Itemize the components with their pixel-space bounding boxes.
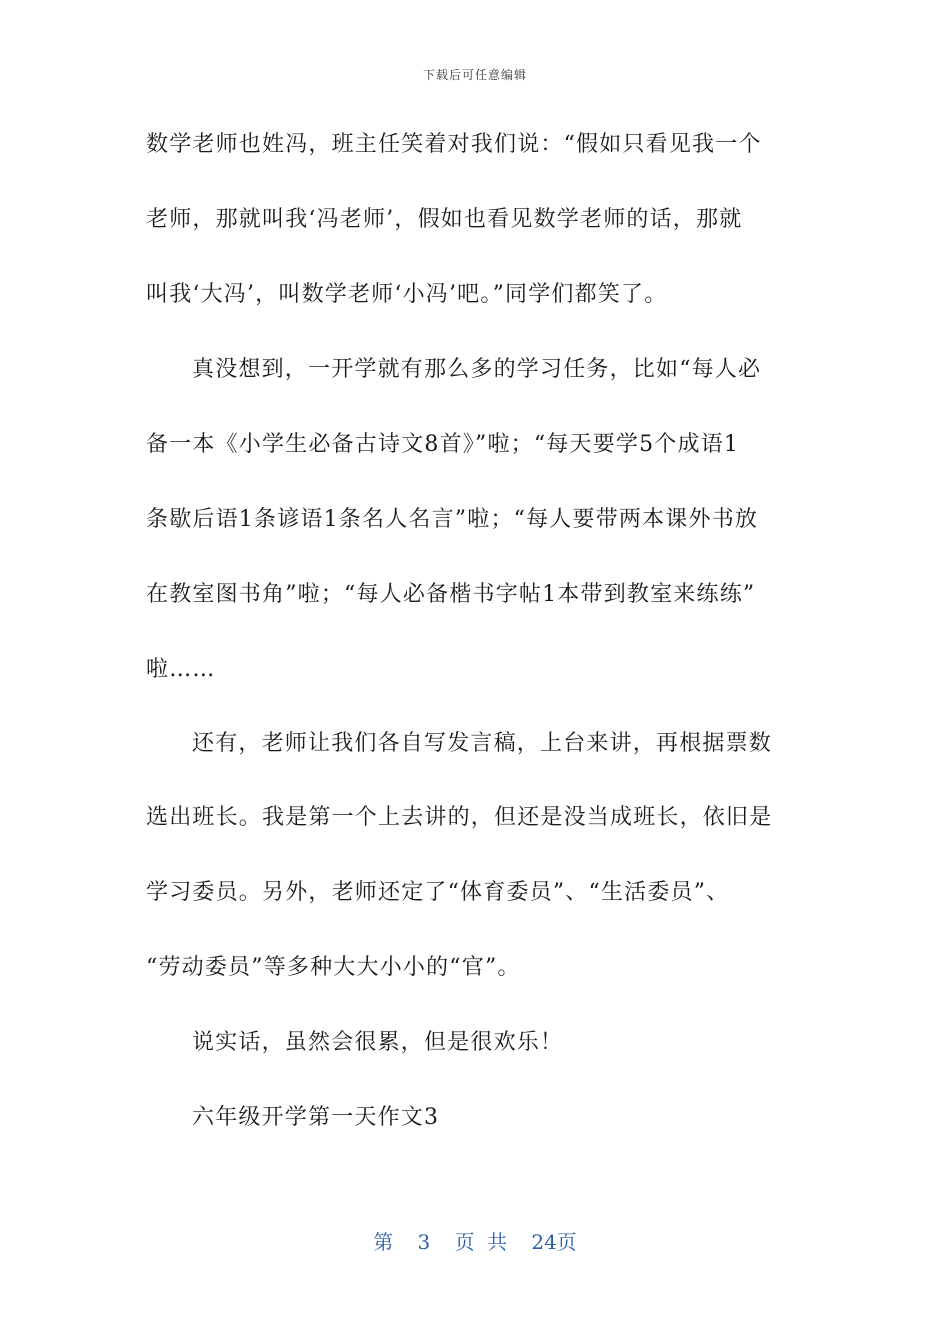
text-line: 叫我‘大冯’，叫数学老师‘小冯’吧。”同学们都笑了。 — [146, 282, 668, 307]
page-header: 下载后可任意编辑 — [422, 68, 527, 82]
page-footer — [0, 1226, 950, 1255]
text-line: 条歇后语1条谚语1条名人名言”啦；“每人要带两本课外书放 — [146, 507, 759, 532]
text-line: 学习委员。另外，老师还定了“体育委员”、“生活委员”、 — [146, 880, 730, 905]
paragraph-first-line: 还有，老师让我们各自写发言稿，上台来讲，再根据票数 — [192, 731, 773, 756]
text-line: 选出班长。我是第一个上去讲的，但还是没当成班长，依旧是 — [146, 805, 773, 830]
section-heading: 六年级开学第一天作文3 — [192, 1105, 440, 1130]
text-line: 啦…… — [146, 657, 216, 682]
footer-current-page: 3 — [417, 1230, 431, 1254]
text-line: “劳动委员”等多种大大小小的“官”。 — [146, 955, 521, 980]
paragraph-first-line: 真没想到，一开学就有那么多的学习任务，比如“每人必 — [192, 357, 762, 382]
text-line: 老师，那就叫我‘冯老师’，假如也看见数学老师的话，那就 — [146, 207, 743, 232]
footer-prefix: 第 — [373, 1230, 394, 1254]
footer-middle: 页 共 — [454, 1230, 507, 1254]
text-line: 在教室图书角”啦；“每人必备楷书字帖1本带到教室来练练” — [146, 582, 756, 607]
text-line: 数学老师也姓冯，班主任笑着对我们说：“假如只看见我一个 — [146, 132, 762, 157]
footer-total-pages: 24页 — [531, 1230, 577, 1254]
paragraph-first-line: 说实话，虽然会很累，但是很欢乐！ — [192, 1030, 564, 1055]
text-line: 备一本《小学生必备古诗文8首》”啦；“每天要学5个成语1 — [146, 432, 740, 457]
